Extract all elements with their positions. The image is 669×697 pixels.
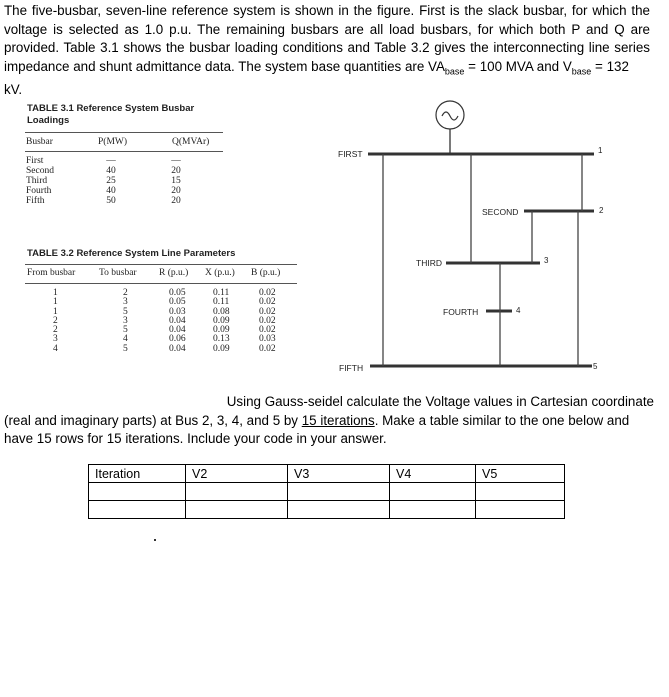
intro-line-3: provided. Table 3.1 shows the busbar loading conditions and Table 3.2 gives the interconnecting line series [4, 40, 650, 55]
table-row [27, 317, 276, 326]
intro-line-1: The five-busbar, seven-line reference system is shown in the figure. First is the slack busbar, for which the [4, 3, 650, 18]
question-emphasis: 15 iterations [301, 412, 375, 428]
table2-cell: 0.11 [213, 297, 230, 308]
table2-cell: 0.04 [169, 325, 186, 336]
table2-header-to: To busbar [99, 268, 137, 278]
generator-wave-icon [442, 112, 458, 120]
table2-top-rule [25, 264, 297, 265]
table2-cell: 3 [53, 334, 58, 345]
table1-cell: 20 [171, 166, 181, 176]
table2-cell: 0.03 [259, 334, 276, 345]
bus-fourth-label: FOURTH [443, 307, 479, 317]
table1-caption-line2: Loadings [27, 115, 70, 126]
bus-fifth-number: 5 [593, 362, 598, 371]
table2-cell: 0.06 [169, 334, 186, 345]
question-line-2 [4, 412, 654, 431]
table2-header [27, 268, 280, 278]
table1-cell: Fifth [26, 196, 45, 206]
question-line-2a: (real and imaginary parts) at Bus 2, 3, 4, and 5 by [4, 412, 302, 428]
table-row [26, 196, 206, 206]
table2-cell: 0.09 [213, 325, 230, 336]
table2-cell: 1 [53, 306, 58, 317]
question-line-1: Using Gauss-seidel calculate the Voltage values in Cartesian coordinate [226, 394, 654, 409]
table2-header-from: From busbar [27, 268, 76, 278]
answer-table [88, 464, 565, 519]
table1-header-rule [25, 151, 223, 152]
table1-header-p: P(MW) [98, 137, 128, 147]
table-row [27, 345, 276, 354]
table2-cell: 1 [53, 288, 58, 298]
answer-cell[interactable] [89, 483, 186, 501]
answer-header-iteration: Iteration [89, 465, 186, 483]
table2-cell: 4 [53, 343, 58, 354]
answer-header-row [89, 465, 565, 483]
answer-header-v3: V3 [288, 465, 390, 483]
table-row [27, 298, 276, 307]
answer-cell[interactable] [476, 501, 565, 519]
table1-cell: First [26, 156, 44, 166]
bus-third-label: THIRD [416, 258, 442, 268]
stray-dot [154, 539, 156, 541]
answer-header-v4: V4 [390, 465, 476, 483]
table1-cell: 15 [171, 176, 181, 186]
answer-header-v5: V5 [476, 465, 565, 483]
table2-cell: 0.05 [169, 288, 186, 298]
answer-cell[interactable] [186, 483, 288, 501]
bus-fourth-number: 4 [516, 306, 521, 315]
table2-cell: 2 [53, 325, 58, 336]
table2-caption: TABLE 3.2 Reference System Line Parameters [27, 248, 236, 259]
answer-cell[interactable] [288, 483, 390, 501]
table2-cell: 0.02 [259, 325, 276, 336]
table2-cell: 3 [123, 297, 128, 308]
table1-cell: 20 [171, 186, 181, 196]
table-row [27, 335, 276, 344]
bus-third-number: 3 [544, 256, 549, 265]
intro-paragraph [4, 2, 650, 99]
table-row [26, 186, 206, 196]
table2-header-row [27, 268, 280, 278]
table2-cell: 0.02 [259, 288, 276, 298]
bus-first-label: FIRST [338, 149, 363, 159]
table2-cell: 0.05 [169, 297, 186, 308]
table2-cell: 2 [53, 315, 58, 326]
question-paragraph [4, 393, 654, 449]
table2-cell: 0.02 [259, 306, 276, 317]
vbase-subscript: base [571, 66, 592, 77]
table2-cell: 0.11 [213, 288, 230, 298]
table1-cell: Third [26, 176, 48, 186]
table2-cell: 0.02 [259, 315, 276, 326]
table-row [27, 308, 276, 317]
answer-cell[interactable] [476, 483, 565, 501]
intro-line-2: voltage is selected as 1.0 p.u. The remaining busbars are all load busbars, for which both P and Q are [4, 21, 650, 37]
table1-cell: Second [26, 166, 54, 176]
intro-line-4a: impedance and shunt admittance data. The system base quantities are VA [4, 58, 445, 74]
table2-cell: 1 [53, 297, 58, 308]
table2-cell: 0.08 [213, 306, 230, 317]
generator-symbol [436, 101, 464, 129]
table2-cell: 0.09 [213, 343, 230, 354]
table1-top-rule [25, 132, 223, 133]
table2-cell: 0.04 [169, 315, 186, 326]
table2-cell: 5 [123, 325, 128, 336]
table1-body [26, 156, 206, 206]
table2-cell: 0.13 [213, 334, 230, 345]
intro-line-4c: = 132 [591, 58, 629, 74]
question-line-2b: . Make a table similar to the one below and [374, 412, 630, 428]
table1-cell: — [106, 156, 116, 166]
question-line-3: have 15 rows for 15 iterations. Include your code in your answer. [4, 431, 387, 446]
table-row [26, 156, 206, 166]
table2-header-r: R (p.u.) [159, 268, 189, 278]
table2-header-x: X (p.u.) [205, 268, 235, 278]
table2-cell: 5 [123, 343, 128, 354]
table2-cell: 0.09 [213, 315, 230, 326]
table1-cell: 20 [171, 196, 181, 206]
bus-fifth-label: FIFTH [339, 363, 364, 373]
answer-cell[interactable] [186, 501, 288, 519]
answer-cell[interactable] [89, 501, 186, 519]
table1-cell: 50 [106, 196, 116, 206]
table2-cell: 0.03 [169, 306, 186, 317]
table2-cell: 2 [123, 288, 128, 298]
bus-second-label: SECOND [482, 207, 519, 217]
table-row [27, 326, 276, 335]
table-row [27, 289, 276, 298]
table2-header-rule [25, 283, 297, 284]
table2-cell: 3 [123, 315, 128, 326]
table2-cell: 0.02 [259, 297, 276, 308]
answer-cell[interactable] [390, 483, 476, 501]
table2-cell: 0.02 [259, 343, 276, 354]
bus-first-number: 1 [598, 146, 603, 155]
table-row [26, 166, 206, 176]
answer-cell[interactable] [390, 501, 476, 519]
table2-header-b: B (p.u.) [251, 268, 281, 278]
bus-second-number: 2 [599, 206, 604, 215]
table1-cell: 40 [106, 166, 116, 176]
table2-cell: 4 [123, 334, 128, 345]
table1-caption-line1: TABLE 3.1 Reference System Busbar [27, 103, 195, 114]
intro-line-4b: = 100 MVA and V [464, 58, 572, 74]
table1-header-busbar: Busbar [26, 137, 53, 147]
answer-cell[interactable] [288, 501, 390, 519]
table-row [26, 176, 206, 186]
vabase-subscript: base [444, 66, 465, 77]
intro-line-5: kV. [4, 81, 23, 97]
table1-caption [27, 103, 194, 127]
table1-cell: Fourth [26, 186, 52, 196]
table1-cell: 40 [106, 186, 116, 196]
answer-header-v2: V2 [186, 465, 288, 483]
table1-cell: 25 [106, 176, 116, 186]
table-row [89, 483, 565, 501]
table1-header-q: Q(MVAr) [172, 137, 210, 147]
table1-cell: — [171, 156, 181, 166]
table-row [89, 501, 565, 519]
table2-cell: 5 [123, 306, 128, 317]
table2-body [27, 289, 276, 354]
table2-cell: 0.04 [169, 343, 186, 354]
